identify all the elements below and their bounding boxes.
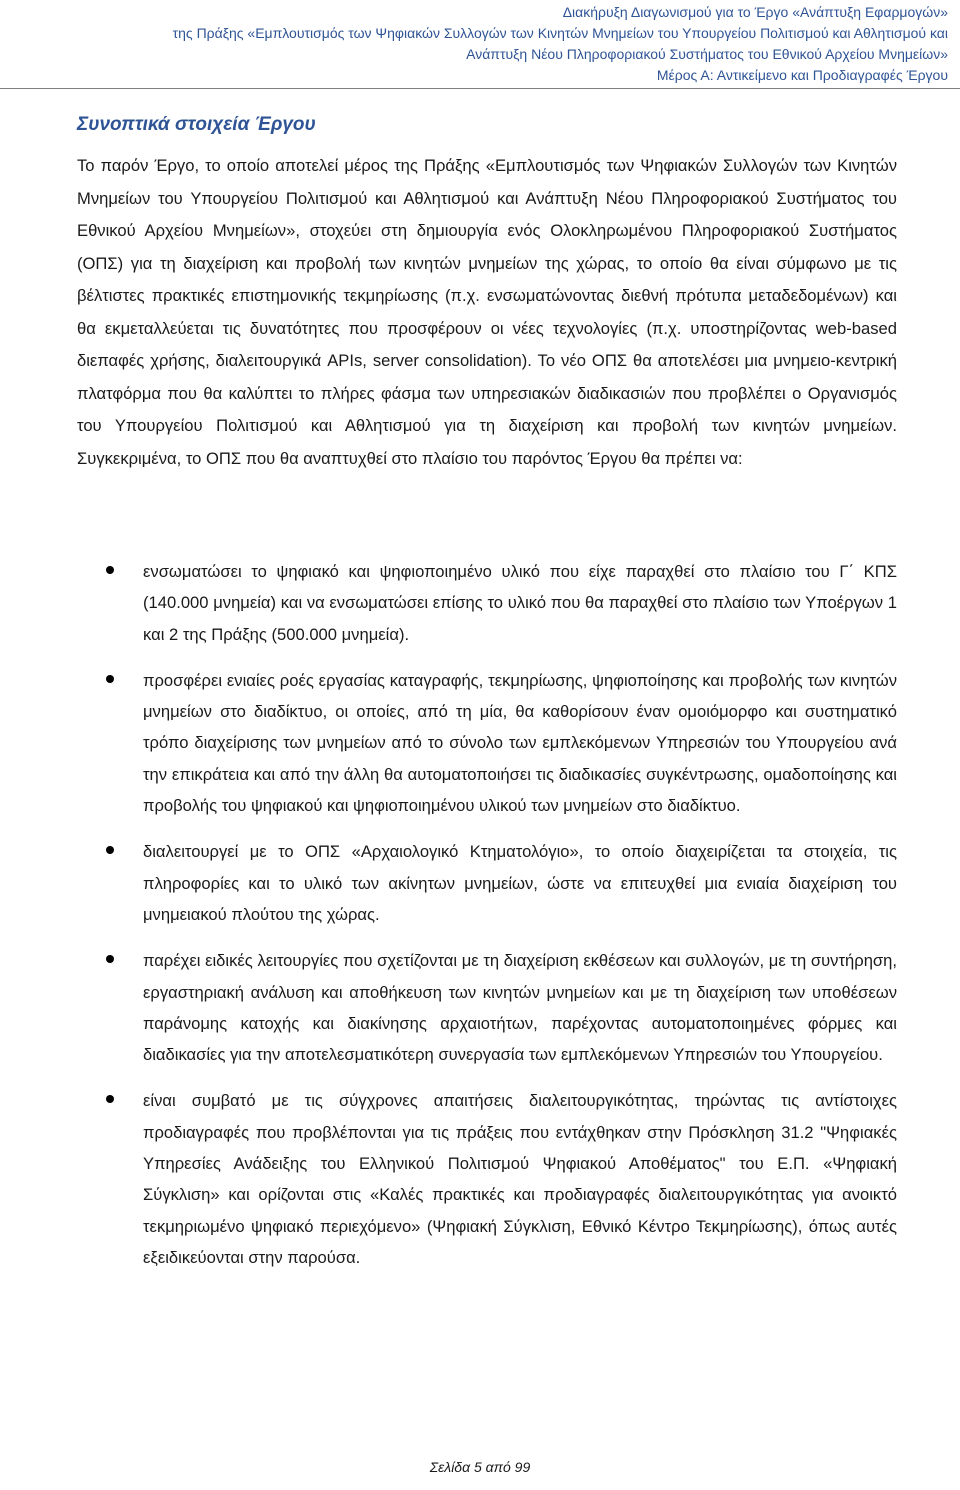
list-item-text: παρέχει ειδικές λειτουργίες που σχετίζονται με τη διαχείριση εκθέσεων και συλλογών, με τη συντήρηση, εργαστηριακή ανάλυση και αποθήκευση των κινητών μνημείων και με τη διαχείριση των υποθέσεων παράνομης κατοχής και διακίνησης αρχαιοτήτων, παρέχοντας αυτοματοποιημένες φόρμες και διαδικασίες για την αποτελεσματικότερη συνεργασία των εμπλεκόμενων Υπηρεσιών του Υπουργείου.: [143, 951, 897, 1065]
list-item-text: προσφέρει ενιαίες ροές εργασίας καταγραφής, τεκμηρίωσης, ψηφιοποίησης και προβολής των κινητών μνημείων στο διαδίκτυο, οι οποίες, από τη μία, θα καθορίσουν έναν ομοιόμορφο και συστηματικό τρόπο διαχείρισης των μνημείων από το σύνολο των εμπλεκόμενων Υπηρεσιών του Υπουργείου ανά την επικράτεια και από την άλλη θα αυτοματοποιήσει τις διαδικασίες συγκέντρωσης, ομαδοποίησης και προβολής του ψηφιακού και ψηφιοποιημένου υλικού των μνημείων στο διαδίκτυο.: [143, 670, 897, 816]
list-item: [0, 556, 897, 650]
bullet-icon: [106, 955, 114, 963]
list-item: [0, 1085, 897, 1273]
list-item: [0, 945, 897, 1070]
header-divider: [0, 88, 960, 89]
header-line-4: Μέρος Α: Αντικείμενο και Προδιαγραφές Έργου: [656, 67, 948, 83]
header-line-2: της Πράξης «Εμπλουτισμός των Ψηφιακών Συλλογών των Κινητών Μνημείων του Υπουργείου Πολιτισμού και Αθλητισμού και: [172, 25, 948, 41]
page-header: [8, 2, 948, 86]
page-number: Σελίδα 5 από 99: [429, 1459, 531, 1475]
section-title: Συνοπτικά στοιχεία Έργου: [77, 114, 316, 135]
list-item-text: διαλειτουργεί με το ΟΠΣ «Αρχαιολογικό Κτηματολόγιο», το οποίο διαχειρίζεται τα στοιχεία, τις πληροφορίες και το υλικό των ακίνητων μνημείων, ώστε να επιτευχθεί μια ενιαία διαχείριση του μνημειακού πλούτου της χώρας.: [143, 842, 897, 924]
bullet-icon: [106, 1095, 114, 1103]
list-item: [0, 665, 897, 821]
list-item-text: ενσωματώσει το ψηφιακό και ψηφιοποιημένο υλικό που είχε παραχθεί στο πλαίσιο του Γ΄ ΚΠΣ (140.000 μνημεία) και να ενσωματώσει επίσης το υλικό που θα παραχθεί στο πλαίσιο των Υποέργων 1 και 2 της Πράξης (500.000 μνημεία).: [143, 562, 897, 644]
list-item-text: είναι συμβατό με τις σύγχρονες απαιτήσεις διαλειτουργικότητας, τηρώντας τις αντίστοιχες προδιαγραφές που προβλέπονται για τις πράξεις που εντάχθηκαν στην Πρόσκληση 31.2 "Ψηφιακές Υπηρεσίες Ανάδειξης του Ελληνικού Πολιτισμού Ψηφιακού Αποθέματος" του Ε.Π. «Ψηφιακή Σύγκλιση» και ορίζονται στις «Καλές πρακτικές και προδιαγραφές διαλειτουργικότητας για ανοικτό τεκμηριωμένο ψηφιακό περιεχόμενο» (Ψηφιακή Σύγκλιση, Εθνικό Κέντρο Τεκμηρίωσης), όπως αυτές εξειδικεύονται στην παρούσα.: [143, 1091, 897, 1267]
bullet-icon: [106, 675, 114, 683]
list-item: [0, 836, 897, 930]
intro-paragraph: Το παρόν Έργο, το οποίο αποτελεί μέρος της Πράξης «Εμπλουτισμός των Ψηφιακών Συλλογών των Κινητών Μνημείων του Υπουργείου Πολιτισμού και Αθλητισμού και Ανάπτυξη Νέου Πληροφοριακού Συστήματος του Εθνικού Αρχείου Μνημείων», στοχεύει στη δημιουργία ενός Ολοκληρωμένου Πληροφοριακού Συστήματος (ΟΠΣ) για τη διαχείριση και προβολή των κινητών μνημείων της χώρας, το οποίο θα είναι σύμφωνο με τις βέλτιστες πρακτικές επιστημονικής τεκμηρίωσης (π.χ. ενσωματώνοντας διεθνή πρότυπα μεταδεδομένων) και θα εκμεταλλεύεται τις δυνατότητες που προσφέρουν οι νέες τεχνολογίες (π.χ. υποστηρίζοντας web-based διεπαφές χρήσης, διαλειτουργικά APIs, server consolidation). Το νέο ΟΠΣ θα αποτελέσει μια μνημειο-κεντρική πλατφόρμα που θα καλύπτει το πλήρες φάσμα των υπηρεσιακών διαδικασιών που προβλέπει ο Οργανισμός του Υπουργείου Πολιτισμού και Αθλητισμού για τη διαχείριση και προβολή των κινητών μνημείων. Συγκεκριμένα, το ΟΠΣ που θα αναπτυχθεί στο πλαίσιο του παρόντος Έργου θα πρέπει να:: [77, 156, 897, 468]
header-line-3: Ανάπτυξη Νέου Πληροφοριακού Συστήματος του Εθνικού Αρχείου Μνημείων»: [466, 46, 948, 62]
bullet-icon: [106, 846, 114, 854]
requirements-list: [0, 556, 960, 1288]
bullet-icon: [106, 566, 114, 574]
header-line-1: Διακήρυξη Διαγωνισμού για το Έργο «Ανάπτυξη Εφαρμογών»: [562, 4, 948, 20]
